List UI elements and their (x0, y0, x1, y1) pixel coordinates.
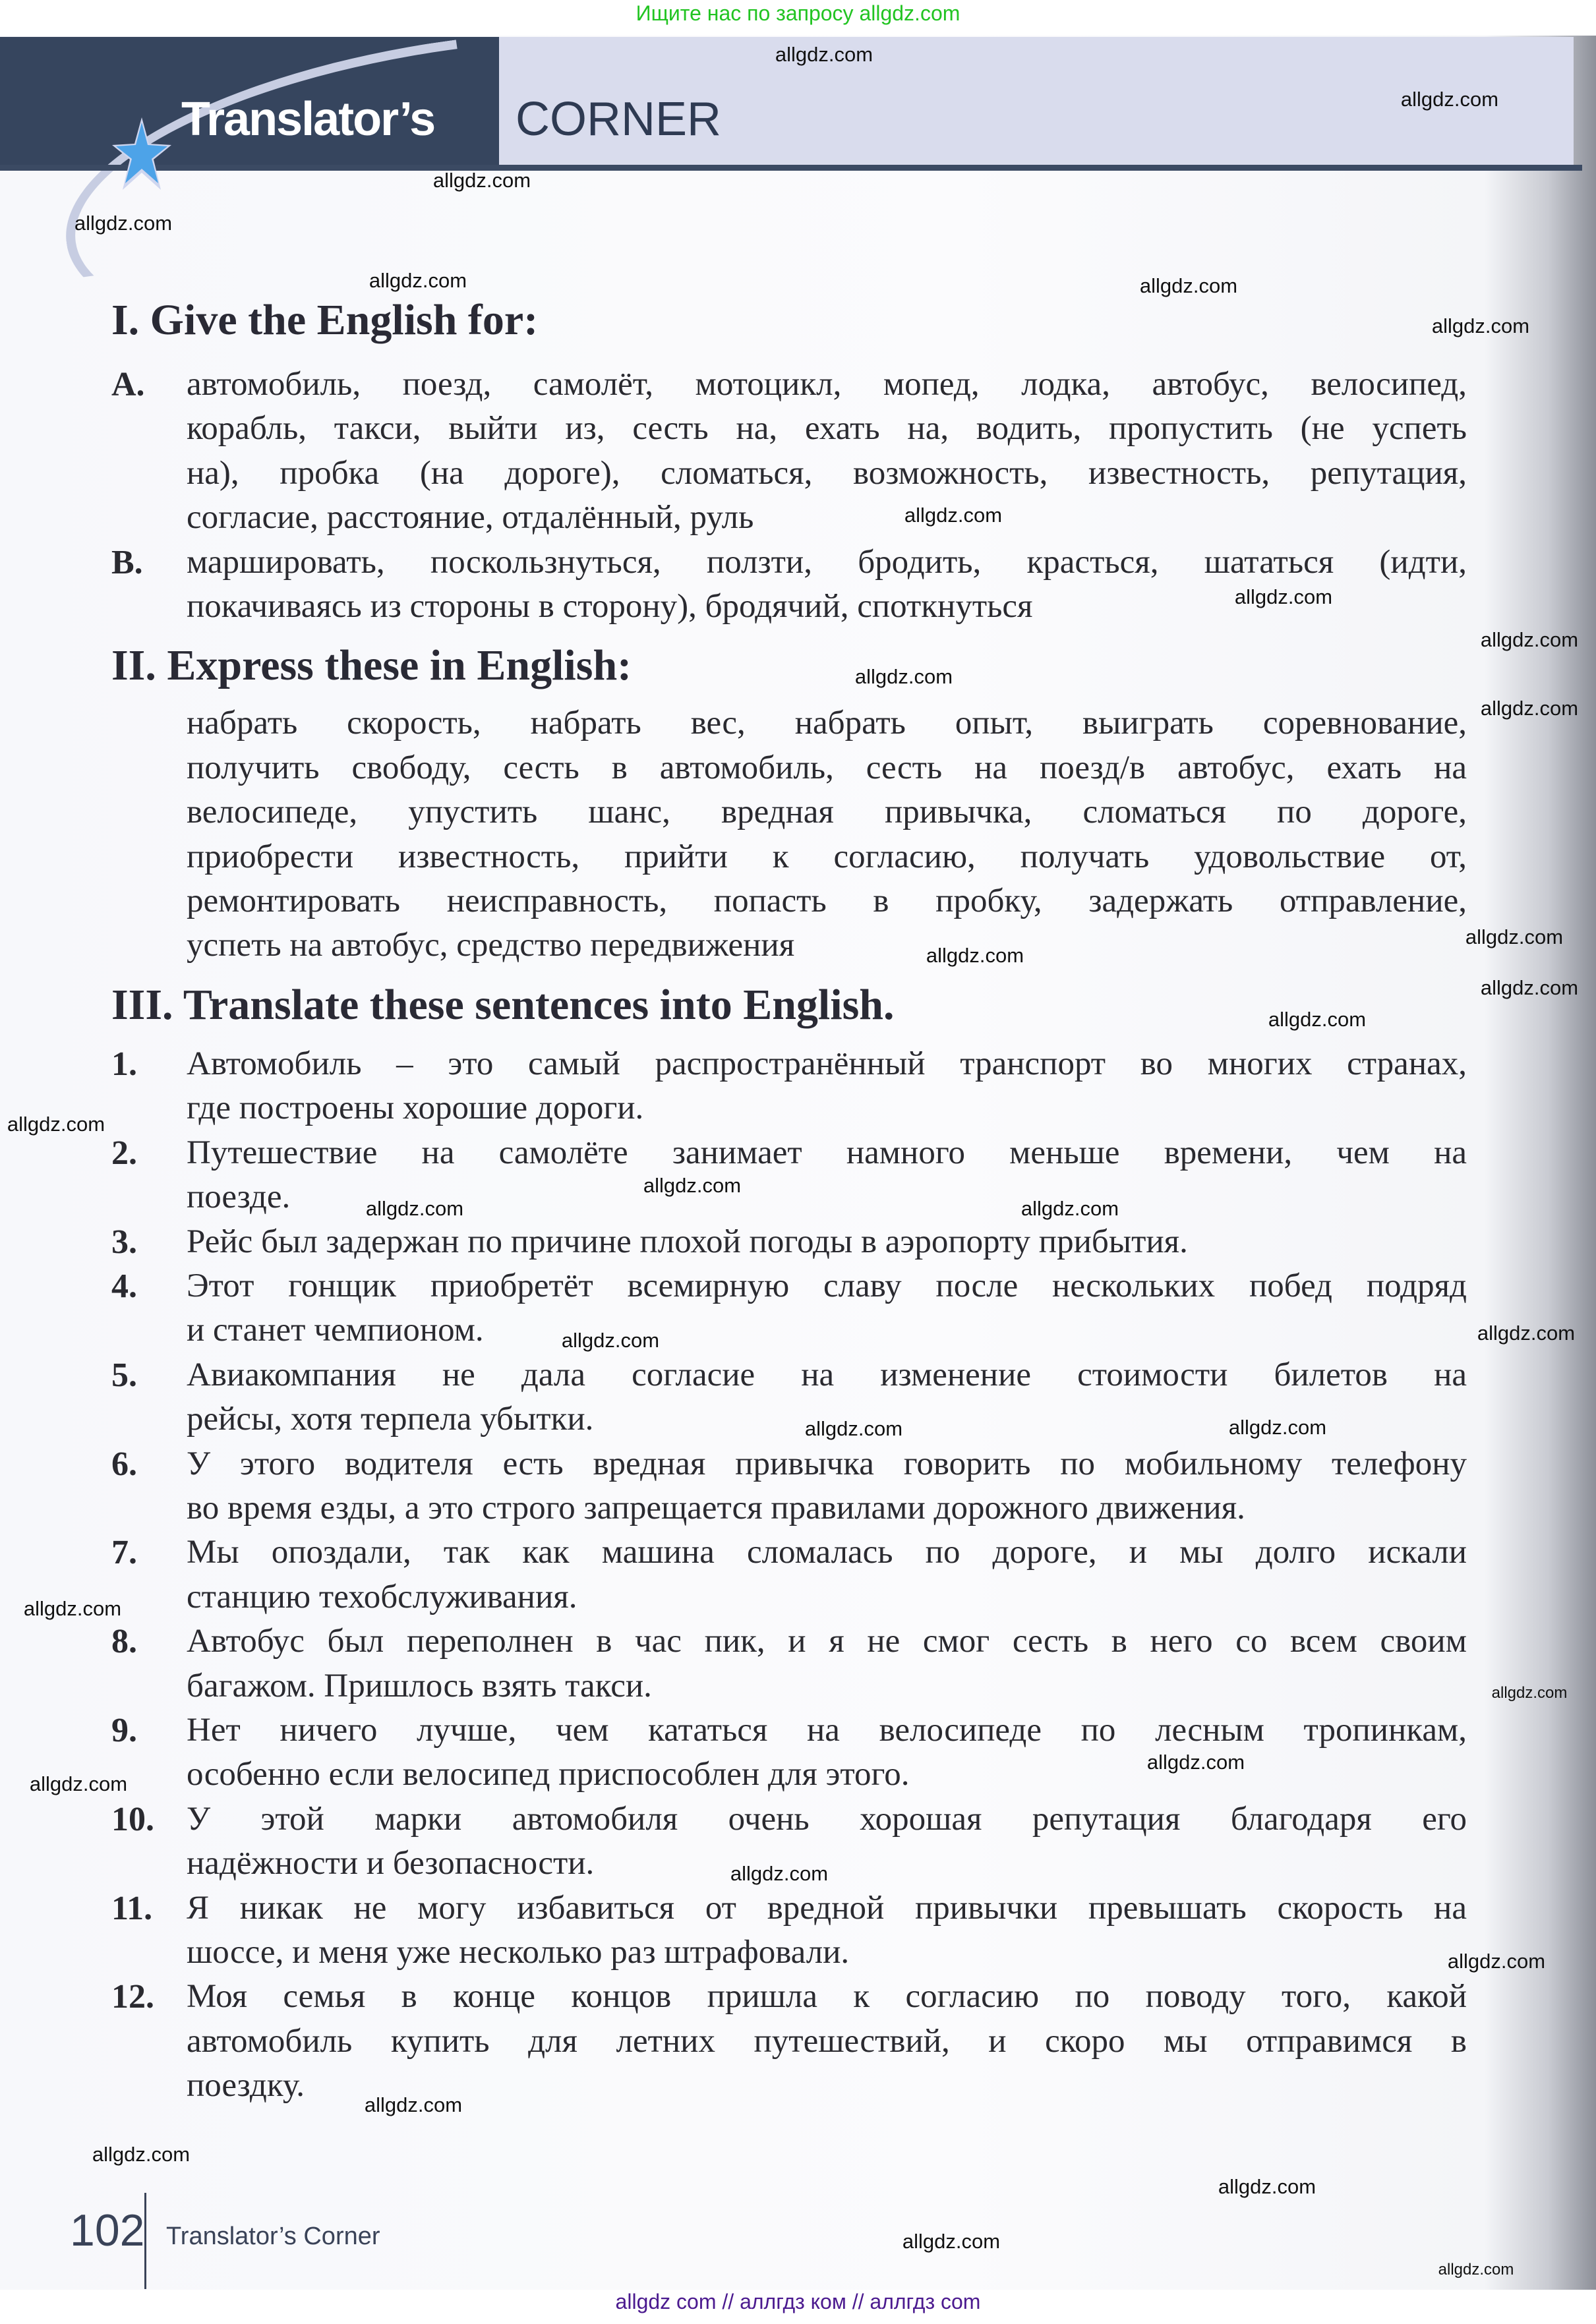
text-line: багажом. Пришлось взять такси. (187, 1667, 652, 1704)
text-line: станцию техобслуживания. (187, 1578, 577, 1615)
text-line: на), пробка (на дороге), сломаться, возможность, известность, репутация, (187, 454, 1467, 492)
star-icon (112, 117, 171, 190)
header-title-light: CORNER (516, 93, 722, 146)
item-text (187, 1220, 1467, 1264)
item-text (187, 1042, 1467, 1131)
watermark: allgdz.com (1477, 1322, 1576, 1345)
watermark: allgdz.com (23, 1597, 122, 1620)
text-line: особенно если велосипед приспособлен для этого. (187, 1756, 910, 1793)
item-number: 11. (111, 1889, 153, 1927)
text-line: Я никак не могу избавиться от вредной привычки превышать скорость на (187, 1889, 1467, 1927)
text-line: У этой марки автомобиля очень хорошая репутация благодаря его (187, 1800, 1467, 1838)
text-line: набрать скорость, набрать вес, набрать опыт, выиграть соревнование, (187, 705, 1467, 742)
exercise-item (111, 1042, 1467, 1131)
item-number: 3. (111, 1223, 137, 1261)
watermark: allgdz.com (92, 2143, 191, 2166)
item-number: B. (111, 543, 143, 581)
item-text (187, 701, 1467, 968)
watermark: allgdz.com (1400, 88, 1499, 111)
item-number: 9. (111, 1711, 137, 1749)
item-number: 8. (111, 1623, 137, 1661)
exercise-item (111, 1530, 1467, 1619)
text-line: Нет ничего лучше, чем кататься на велосипеде по лесным тропинкам, (187, 1711, 1467, 1749)
watermark: allgdz.com (74, 212, 173, 235)
exercise-item (111, 1264, 1467, 1353)
item-text (187, 1619, 1467, 1708)
text-line: корабль, такси, выйти из, сесть на, ехать на, водить, пропустить (не успеть (187, 410, 1467, 448)
watermark: allgdz.com (1228, 1416, 1327, 1439)
exercise-item (111, 701, 1467, 968)
text-line: Путешествие на самолёте занимает намного меньше времени, чем на (187, 1134, 1467, 1171)
watermark: allgdz.com (1491, 1684, 1568, 1702)
item-text (187, 1442, 1467, 1531)
watermark: allgdz.com (854, 665, 953, 688)
item-text (187, 1975, 1467, 2108)
item-text (187, 1530, 1467, 1619)
watermark: allgdz.com (643, 1174, 742, 1197)
footer-label: Translator’s Corner (166, 2222, 380, 2250)
text-line: Автобус был переполнен в час пик, и я не смог сесть в него со всем своим (187, 1623, 1467, 1660)
watermark: allgdz.com (1234, 585, 1333, 608)
watermark: allgdz.com (1447, 1950, 1546, 1973)
watermark: allgdz.com (902, 2230, 1001, 2253)
watermark: allgdz.com (1438, 2261, 1514, 2279)
text-line: Мы опоздали, так как машина сломалась по дороге, и мы долго искали (187, 1534, 1467, 1571)
watermark: allgdz.com (1139, 274, 1238, 297)
watermark: allgdz.com (775, 43, 873, 66)
exercise-content (111, 297, 1467, 2108)
text-line: получить свободу, сесть в автомобиль, сесть на поезд/в автобус, ехать на (187, 749, 1467, 786)
text-line: У этого водителя есть вредная привычка говорить по мобильному телефону (187, 1445, 1467, 1482)
watermark: allgdz.com (29, 1772, 128, 1795)
item-text (187, 1708, 1467, 1797)
bottom-note: allgdz com // аллгдз ком // аллгдз com (615, 2290, 981, 2313)
text-line: покачиваясь из стороны в сторону), бродячий, споткнуться (187, 588, 1033, 625)
item-number: A. (111, 366, 145, 403)
exercise-item (111, 1442, 1467, 1531)
watermark: allgdz.com (7, 1113, 105, 1136)
exercise-item (111, 1886, 1467, 1975)
watermark: allgdz.com (1480, 628, 1579, 651)
item-number: 7. (111, 1534, 137, 1572)
item-text (187, 363, 1467, 540)
exercise-item (111, 1975, 1467, 2108)
item-number: 5. (111, 1356, 137, 1394)
section-heading: I. Give the English for: (111, 296, 539, 344)
watermark: allgdz.com (1431, 314, 1530, 337)
text-line: Автомобиль – это самый распространённый транспорт во многих странах, (187, 1045, 1467, 1082)
watermark: allgdz.com (1146, 1751, 1245, 1774)
top-search-note: Ищите нас по запросу allgdz.com (635, 1, 961, 25)
item-number: 10. (111, 1800, 154, 1838)
text-line: поездку. (187, 2067, 305, 2105)
text-line: и станет чемпионом. (187, 1312, 484, 1349)
exercise-item (111, 1619, 1467, 1708)
section-heading: III. Translate these sentences into English. (111, 980, 895, 1029)
item-number: 12. (111, 1978, 154, 2016)
watermark: allgdz.com (1480, 976, 1579, 999)
watermark: allgdz.com (926, 944, 1024, 967)
exercise-item (111, 1220, 1467, 1264)
watermark: allgdz.com (369, 269, 467, 292)
text-line: шоссе, и меня уже несколько раз штрафовали. (187, 1934, 850, 1971)
page-number: 102 (70, 2205, 145, 2255)
text-line: где построены хорошие дороги. (187, 1089, 644, 1127)
text-line: рейсы, хотя терпела убытки. (187, 1401, 594, 1438)
watermark: allgdz.com (904, 504, 1003, 527)
item-text (187, 1264, 1467, 1353)
watermark: allgdz.com (1020, 1197, 1119, 1220)
text-line: Авиакомпания не дала согласие на изменение стоимости билетов на (187, 1356, 1467, 1393)
text-line: надёжности и безопасности. (187, 1845, 595, 1882)
watermark: allgdz.com (730, 1862, 829, 1885)
footer-divider (144, 2193, 146, 2289)
item-number: 2. (111, 1134, 137, 1172)
item-number: 4. (111, 1267, 137, 1305)
item-number: 1. (111, 1045, 137, 1083)
watermark: allgdz.com (561, 1329, 660, 1352)
watermark: allgdz.com (364, 2093, 463, 2116)
text-line: успеть на автобус, средство передвижения (187, 927, 795, 964)
text-line: Рейс был задержан по причине плохой погоды в аэропорту прибытия. (187, 1223, 1188, 1260)
exercise-item (111, 363, 1467, 540)
text-line: автомобиль купить для летних путешествий, и скоро мы отправимся в (187, 2022, 1467, 2060)
item-number (111, 701, 187, 968)
text-line: ремонтировать неисправность, попасть в пробку, задержать отправление, (187, 883, 1467, 920)
text-line: автомобиль, поезд, самолёт, мотоцикл, мопед, лодка, автобус, велосипед, (187, 366, 1467, 403)
exercise-item (111, 1708, 1467, 1797)
section-heading: II. Express these in English: (111, 641, 632, 690)
watermark: allgdz.com (432, 169, 531, 192)
header-title-bold: Translator’s (181, 93, 435, 146)
text-line: Моя семья в конце концов пришла к согласию по поводу того, какой (187, 1978, 1467, 2016)
item-text (187, 1886, 1467, 1975)
header-divider (0, 165, 1582, 171)
watermark: allgdz.com (804, 1417, 903, 1440)
text-line: велосипеде, упустить шанс, вредная привычка, сломаться по дороге, (187, 794, 1467, 831)
item-number: 6. (111, 1445, 137, 1483)
text-line: Этот гонщик приобретёт всемирную славу после нескольких побед подряд (187, 1267, 1467, 1304)
watermark: allgdz.com (1465, 925, 1564, 948)
text-line: согласие, расстояние, отдалённый, руль (187, 499, 754, 537)
text-line: маршировать, поскользнуться, ползти, бродить, красться, шататься (идти, (187, 543, 1467, 581)
exercise-item (111, 1131, 1467, 1220)
text-line: во время езды, а это строго запрещается правилами дорожного движения. (187, 1489, 1245, 1526)
text-line: поезде. (187, 1178, 291, 1216)
text-line: приобрести известность, прийти к согласию, получать удовольствие от, (187, 838, 1467, 875)
watermark: allgdz.com (365, 1197, 464, 1220)
watermark: allgdz.com (1480, 697, 1579, 720)
watermark: allgdz.com (1268, 1008, 1367, 1031)
watermark: allgdz.com (1218, 2175, 1316, 2198)
